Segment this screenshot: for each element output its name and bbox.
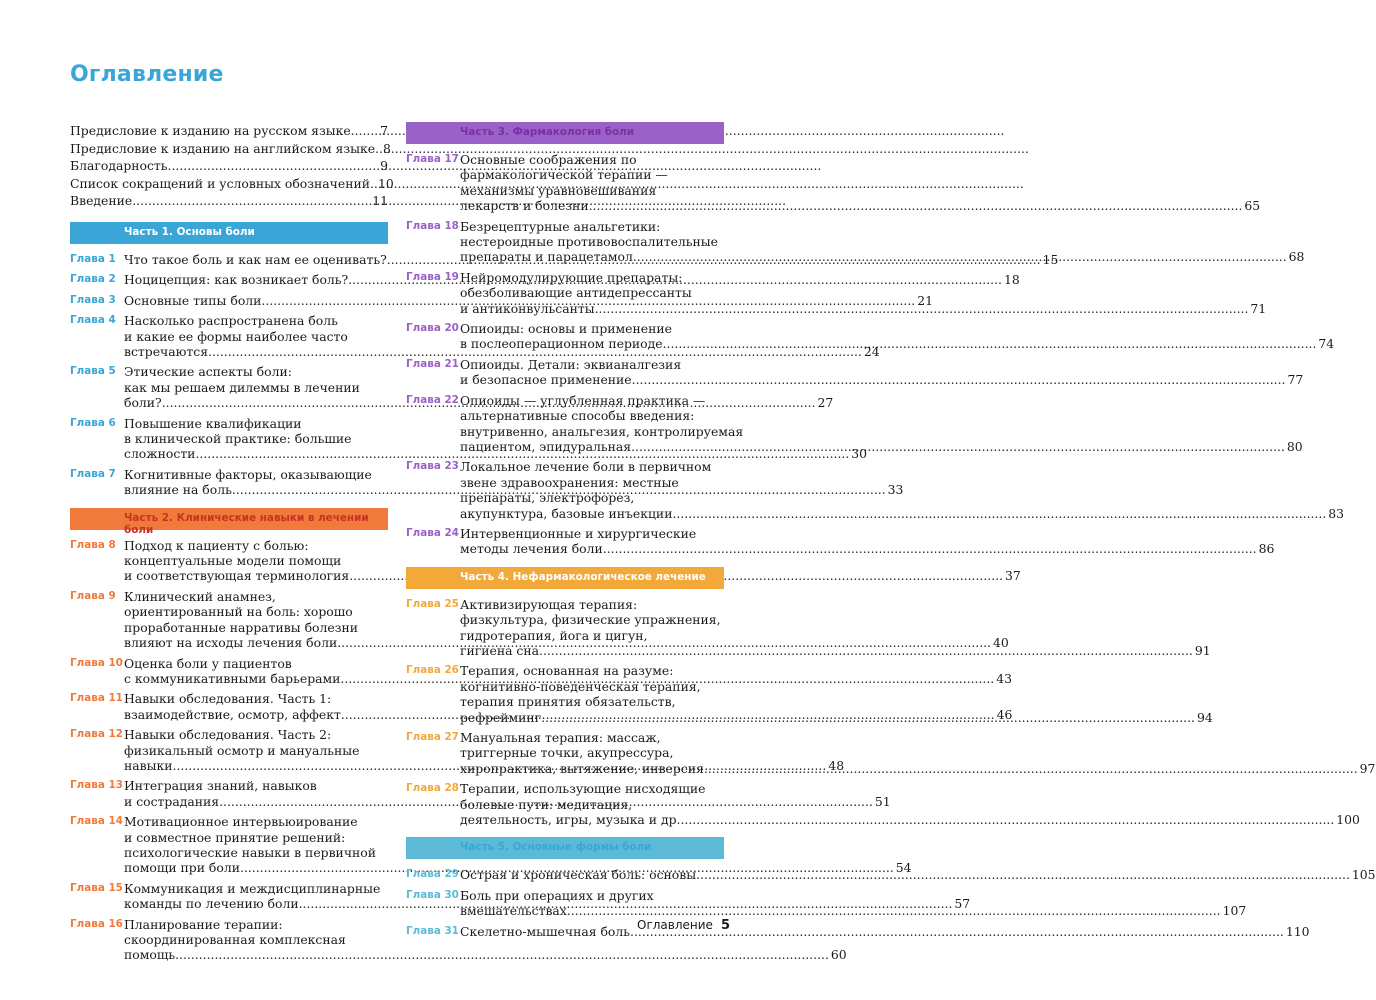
chapter-title-line: Безрецептурные анальгетики: (460, 218, 661, 234)
chapter-label: Глава 4 (70, 314, 116, 327)
chapter-title-last-line (460, 249, 1304, 264)
chapter-title (460, 270, 1266, 316)
page-number: 5 (720, 918, 730, 933)
chapter-title-last-line (460, 710, 1213, 725)
leader-dots (680, 812, 1334, 827)
chapter-title-line: триггерные точки, акупрессура, (460, 745, 674, 761)
chapter-title-line: в послеоперационном периоде (460, 336, 663, 352)
chapter-title-line: ориентированный на боль: хорошо (124, 604, 353, 620)
chapter-title-line: влияние на боль (124, 482, 232, 498)
page-ref: 11 (372, 193, 388, 209)
chapter-title (460, 393, 1303, 455)
chapter-label: Глава 22 (406, 393, 459, 406)
chapter-entry[interactable] (406, 356, 1304, 388)
page-ref: 43 (996, 670, 1013, 686)
chapter-label: Глава 13 (70, 779, 123, 792)
chapter-title-line: помощь (124, 947, 176, 963)
chapter-label: Глава 30 (406, 888, 459, 901)
front-matter-item[interactable] (70, 192, 388, 210)
chapter-title (460, 867, 1376, 882)
chapter-label: Глава 28 (406, 782, 459, 795)
chapter-title-last-line (460, 903, 1246, 918)
leader-dots (672, 506, 1326, 521)
chapter-label: Глава 16 (70, 917, 123, 930)
chapter-title-last-line (460, 924, 1309, 939)
chapter-label: Глава 1 (70, 252, 116, 265)
page-ref: 86 (1258, 541, 1275, 557)
page-ref: 80 (1286, 438, 1303, 454)
chapter-title-line: Интервенционные и хирургические (460, 525, 697, 541)
chapter-title-last-line (460, 372, 1303, 387)
chapter-title-line: болевые пути: медитация, (460, 796, 633, 812)
chapter-title-line: терапия принятия обязательств, (460, 694, 676, 710)
chapter-title-line: Планирование терапии: (124, 916, 283, 932)
page-ref: 37 (1005, 568, 1021, 584)
chapter-label: Глава 17 (406, 153, 459, 165)
leader-dots (631, 439, 1285, 454)
chapter-title-line: навыки (124, 757, 173, 773)
chapter-title-line: препараты и парацетамол (460, 249, 633, 265)
page-ref: 10 (377, 175, 394, 191)
chapter-title (460, 924, 1309, 939)
page-ref: 48 (828, 757, 845, 773)
chapter-title (460, 459, 1344, 521)
chapter-title-line: проработанные нарративы болезни (124, 619, 358, 635)
chapter-title-line: сложности (124, 446, 196, 462)
chapter-title-line: Повышение квалификации (124, 415, 302, 431)
chapter-title-line: Интеграция знаний, навыков (124, 778, 317, 794)
chapter-label: Глава 8 (70, 538, 116, 551)
chapter-title-line: обезболивающие антидепрессанты (460, 285, 692, 301)
chapter-label: Глава 25 (406, 597, 459, 610)
leader-dots (175, 947, 829, 962)
leader-dots (595, 301, 1249, 316)
chapter-title-line: Скелетно-мышечная боль (460, 923, 631, 939)
chapter-title-line: Нейромодулирующие препараты: (460, 269, 683, 285)
chapter-title-line: Этические аспекты боли: (124, 364, 292, 380)
chapter-label: Глава 15 (70, 881, 123, 894)
chapter-title (460, 597, 1211, 659)
leader-dots (541, 710, 1195, 725)
chapter-title-line: как мы решаем дилеммы в лечении (124, 379, 360, 395)
chapter-title-line: Мануальная терапия: массаж, (460, 730, 661, 745)
chapter-title-line: помощи при боли (124, 860, 240, 876)
page-ref: 105 (1351, 867, 1376, 883)
chapter-title-line: команды по лечению боли (124, 896, 299, 912)
chapter-title-line: препараты, электрофорез, (460, 490, 635, 506)
chapter-title-line: и совместное принятие решений: (124, 829, 346, 845)
chapter-entry[interactable] (406, 525, 1275, 557)
part-header-bar (406, 837, 724, 859)
chapter-label: Глава 6 (70, 416, 116, 429)
chapter-title-line: скоординированная комплексная (124, 932, 346, 947)
leader-dots (132, 192, 370, 210)
leader-dots (704, 761, 1358, 776)
chapter-title-line: Клинический анамнез, (124, 588, 276, 604)
chapter-title (460, 781, 1360, 827)
chapter-title-line: психологические навыки в первичной (124, 844, 376, 860)
leader-dots (632, 372, 1286, 387)
chapter-title-line: Активизирующая терапия: (460, 596, 638, 612)
chapter-title-line: Опиоиды — углубленная практика — (460, 392, 706, 408)
part-header-bar (406, 567, 724, 589)
chapter-title-line: звене здравоохранения: местные (460, 474, 679, 490)
chapter-title-line: Подход к пациенту с болью: (124, 537, 309, 553)
chapter-title (460, 526, 1274, 557)
chapter-title-line: Навыки обследования. Часть 2: (124, 727, 332, 743)
part-title: Часть 1. Основы боли (124, 225, 255, 238)
page-ref: 30 (851, 446, 868, 462)
chapter-title-line: лекарств и болезни (460, 198, 589, 214)
chapter-title (460, 663, 1213, 725)
chapter-title-line: влияют на исходы лечения боли (124, 635, 338, 651)
chapter-label: Глава 7 (70, 467, 116, 480)
page-ref: 100 (1336, 812, 1360, 828)
chapter-title-line: пациентом, эпидуральная (460, 438, 632, 454)
leader-dots (168, 157, 379, 175)
chapter-title-line: Оценка боли у пациентов (124, 655, 292, 671)
chapter-title (460, 730, 1375, 776)
chapter-title-line: Опиоиды. Детали: эквианалгезия (460, 356, 682, 372)
page-ref: 24 (863, 344, 880, 359)
chapter-title-line: Когнитивные факторы, оказывающие (124, 466, 372, 482)
chapter-title (460, 152, 1260, 214)
chapter-title-last-line (460, 812, 1360, 827)
chapter-title-line: когнитивно-поведенческая терапия, (460, 678, 701, 694)
leader-dots (603, 541, 1257, 556)
chapter-title-last-line (460, 198, 1260, 213)
page-ref: 110 (1285, 923, 1310, 939)
page-ref: 65 (1244, 198, 1261, 214)
page-ref: 46 (996, 706, 1013, 722)
front-matter-title: Список сокращений и условных обозначений (70, 175, 370, 191)
page-ref: 54 (895, 860, 912, 876)
front-matter-item[interactable] (70, 122, 388, 140)
chapter-title-line: и безопасное применение (460, 372, 632, 388)
chapter-title-last-line (460, 761, 1375, 776)
page-ref: 21 (917, 292, 933, 308)
chapter-title-last-line (460, 439, 1303, 454)
page-ref: 33 (887, 482, 904, 498)
part-title: Часть 4. Нефармакологическое лечение (460, 570, 706, 583)
chapter-label: Глава 24 (406, 526, 459, 539)
front-matter-list (70, 122, 394, 210)
chapter-title-line: Локальное лечение боли в первичном (460, 459, 712, 475)
chapter-title-line: Острая и хроническая боль: основы (460, 867, 697, 883)
leader-dots (663, 336, 1317, 351)
chapter-label: Глава 31 (406, 924, 459, 937)
chapter-title-line: и сострадания (124, 793, 220, 809)
part-header-bar (406, 122, 724, 144)
chapter-label: Глава 2 (70, 273, 116, 286)
leader-dots (567, 903, 1221, 918)
footer-label: Оглавление (637, 918, 713, 932)
page-ref: 57 (954, 896, 971, 912)
chapter-label: Глава 3 (70, 293, 116, 306)
part-header-bar (70, 508, 388, 536)
chapter-title-line: Основные соображения по (460, 152, 637, 167)
chapter-title-line: и антиконвульсанты (460, 300, 595, 316)
front-matter-item[interactable] (70, 157, 388, 175)
chapter-title (460, 219, 1304, 265)
chapter-title-line: вмешательствах (460, 903, 567, 919)
chapter-title-line: механизмы уравновешивания (460, 182, 657, 198)
page-ref: 51 (874, 793, 891, 809)
page-ref: 71 (1250, 300, 1267, 316)
chapter-title-line: Насколько распространена боль (124, 313, 338, 329)
page-ref: 68 (1288, 249, 1305, 265)
front-matter-title: Предисловие к изданию на английском языке (70, 140, 376, 156)
leader-dots (589, 198, 1243, 213)
page-ref: 107 (1222, 903, 1247, 919)
chapter-title-last-line (460, 643, 1211, 658)
chapter-title-line: хиропрактика, вытяжение, инверсия (460, 760, 704, 776)
chapter-title-line: Ноцицепция: как возникает боль? (124, 272, 349, 288)
chapter-title-line: фармакологической терапии — (460, 167, 668, 183)
page-ref: 27 (817, 395, 834, 411)
chapter-title-line: Терапии, использующие нисходящие (460, 781, 706, 797)
chapter-title-line: Коммуникация и междисциплинарные (124, 880, 381, 896)
chapter-label: Глава 9 (70, 589, 116, 602)
chapter-label: Глава 19 (406, 270, 459, 283)
chapter-title-line: Основные типы боли (124, 292, 262, 308)
chapter-title-line: гигиена сна (460, 642, 540, 658)
chapter-title-line: Терапия, основанная на разуме: (460, 663, 674, 679)
chapter-label: Глава 26 (406, 664, 459, 677)
chapter-label: Глава 20 (406, 322, 459, 335)
page-ref: 15 (1042, 251, 1059, 267)
chapter-title (460, 321, 1334, 352)
chapter-title-last-line (460, 867, 1376, 882)
chapter-title-line: акупунктура, базовые инъекции (460, 505, 673, 521)
chapter-title-line: концептуальные модели помощи (124, 553, 342, 569)
chapter-title-last-line (460, 541, 1274, 556)
leader-dots (633, 249, 1287, 264)
chapter-title-last-line (124, 947, 847, 962)
chapter-label: Глава 14 (70, 815, 123, 828)
front-matter-title: Предисловие к изданию на русском языке (70, 123, 351, 138)
part-title: Часть 5. Основные формы боли (460, 841, 652, 854)
page-ref: 18 (1003, 272, 1020, 288)
page-ref: 9 (380, 158, 388, 174)
chapter-title-line: методы лечения боли (460, 541, 603, 557)
chapter-label: Глава 10 (70, 656, 123, 669)
chapter-title-line: физикальный осмотр и мануальные (124, 742, 360, 758)
page-ref: 77 (1287, 372, 1304, 388)
leader-dots (539, 643, 1193, 658)
chapter-title-line: Навыки обследования. Часть 1: (124, 691, 332, 707)
page-ref: 83 (1328, 505, 1345, 521)
chapter-title-line: Мотивационное интервьюирование (124, 814, 358, 830)
chapter-label: Глава 12 (70, 728, 123, 741)
page-ref: 97 (1359, 760, 1376, 776)
chapter-title-line: внутривенно, анальгезия, контролируемая (460, 423, 744, 439)
leader-dots (351, 122, 378, 140)
chapter-title-last-line (460, 506, 1344, 521)
page-ref: 94 (1196, 709, 1213, 725)
page-title: Оглавление (70, 62, 224, 87)
chapter-title-line: в клинической практике: большие (124, 431, 352, 447)
chapter-title-line: Опиоиды: основы и применение (460, 321, 672, 337)
part-title: Часть 3. Фармакология боли (460, 126, 635, 138)
page-ref: 74 (1318, 336, 1335, 352)
part-header-bar (70, 222, 388, 244)
chapter-entry[interactable] (406, 152, 1261, 214)
page-ref: 60 (830, 947, 847, 963)
chapter-label: Глава 5 (70, 365, 116, 378)
front-matter-item[interactable] (70, 175, 394, 193)
chapter-title-line: нестероидные противовоспалительные (460, 234, 718, 250)
chapter-title-last-line (460, 301, 1266, 316)
chapter-label: Глава 27 (406, 731, 459, 743)
page-ref: 8 (383, 140, 391, 156)
chapter-title-line: Что такое боль и как нам ее оценивать? (124, 251, 387, 267)
chapter-label: Глава 11 (70, 692, 123, 705)
chapter-title (460, 888, 1246, 919)
leader-dots (696, 867, 1350, 882)
part-title: Часть 2. Клинические навыки в лечении боли (124, 511, 369, 536)
chapter-title-line: взаимодействие, осмотр, аффект (124, 706, 341, 722)
chapter-title-line: физкультура, физические упражнения, (460, 612, 721, 628)
page-footer (637, 918, 730, 933)
chapter-title-line: и соответствующая терминология (124, 568, 350, 584)
chapter-title (460, 357, 1303, 388)
chapter-title-line: рефрейминг (460, 709, 542, 725)
front-matter-item[interactable] (70, 140, 391, 158)
front-matter-title: Введение (70, 193, 133, 209)
chapter-label: Глава 29 (406, 868, 459, 881)
chapter-label: Глава 21 (406, 357, 459, 370)
chapter-title-line: Боль при операциях и других (460, 887, 654, 903)
chapter-label: Глава 18 (406, 219, 459, 232)
chapter-label: Глава 23 (406, 460, 459, 473)
chapter-title-line: с коммуникативными барьерами (124, 670, 341, 686)
page-ref: 40 (993, 635, 1009, 651)
chapter-title-last-line (460, 336, 1334, 351)
front-matter-title: Благодарность (70, 158, 168, 174)
chapter-title-line: гидротерапия, йога и цигун, (460, 627, 648, 643)
chapter-title-line: встречаются (124, 344, 209, 359)
chapter-title-line: боли? (124, 395, 162, 411)
chapter-title-line: альтернативные способы введения: (460, 408, 695, 424)
page-ref: 7 (380, 123, 388, 138)
page-ref: 91 (1194, 642, 1211, 658)
chapter-title-line: деятельность, игры, музыка и др. (460, 812, 681, 828)
chapter-title-line: и какие ее формы наиболее часто (124, 328, 348, 344)
